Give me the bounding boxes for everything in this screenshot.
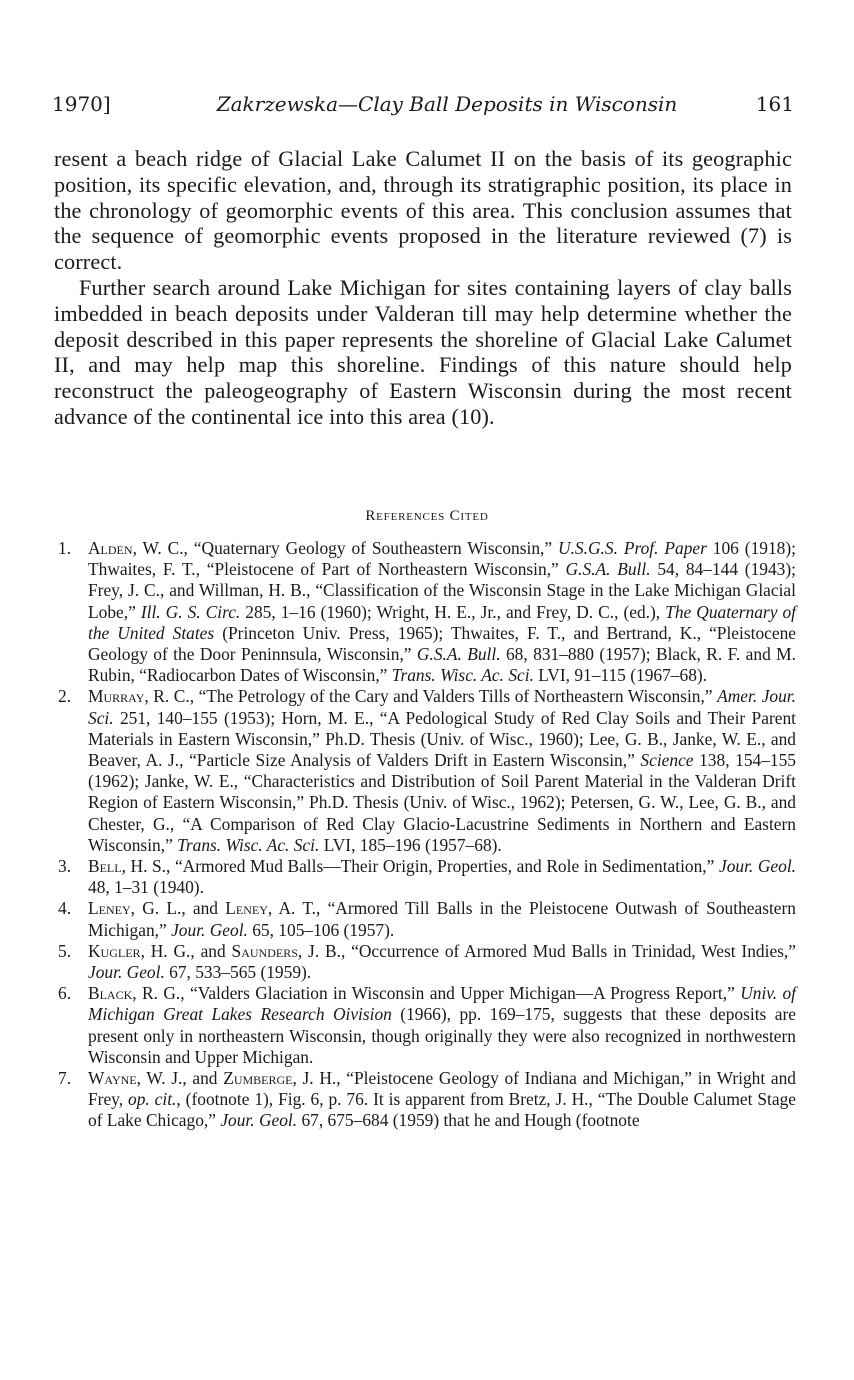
reference-fragment: 106 (1918); Thwaites, F. T., “Pleistocene of Part of Northeastern Wisconsin,” [88,538,796,580]
publication-title: Amer. Jour. Sci. [88,686,796,728]
publication-title: The Quaternary of the United States [88,601,796,643]
reference-fragment: , R. G., “Valders Glaciation in Wisconsin and Upper Michigan—A Progress Report,” [132,983,741,1004]
publication-title: G.S.A. Bull. [416,644,501,665]
author-name: Kugler [88,940,141,961]
reference-fragment: LVI, 91–115 (1967–68). [533,665,708,686]
reference-item [58,538,796,686]
body-text [54,146,792,430]
running-header [52,92,794,116]
author-name: Alden [88,538,133,558]
publication-title: Jour. Geol. [220,1110,298,1131]
reference-number: 1. [58,538,72,558]
author-name: Wayne [88,1068,137,1089]
reference-fragment: 68, 831–880 (1957); Black, R. F. and M. Rubin, “Radiocarbon Dates of Wisconsin,” [88,644,796,686]
publication-title: Jour. Geol. [88,962,165,983]
reference-item [58,983,796,1068]
reference-fragment: , A. T., “Armored Till Balls in the Pleistocene Outwash of Southeastern Michigan,” [88,898,797,940]
reference-text [88,941,796,983]
reference-fragment: 138, 154–155 (1962); Janke, W. E., “Characteristics and Distribution of Soil Parent Material in the Valderan Drift Region of Eastern Wisconsin,” Ph.D. Thesis (Univ. of Wisc., 1962); Petersen, G. W., Lee, G. B., and Chester, G., “A Comparison of Red Clay Glacio-Lacustrine Sediments in Northern and Eastern Wisconsin,” [88,750,797,855]
reference-fragment: , W. J., and [136,1068,224,1089]
reference-fragment: , J. H., “Pleistocene Geology of Indiana and Michigan,” in Wright and Frey, [88,1068,796,1110]
reference-fragment: 65, 105–106 (1957). [247,919,395,940]
reference-fragment: , R. C., “The Petrology of the Cary and Valders Tills of Northeastern Wisconsin,” [144,686,718,707]
references-list [58,538,796,1132]
reference-fragment: , H. G., and [140,940,232,961]
reference-fragment: , G. L., and [130,898,226,919]
reference-text [88,1068,796,1132]
reference-fragment: (Princeton Univ. Press, 1965); Thwaites, F. T., and Bertrand, K., “Pleistocene Geology of the Door Peninnsula, Wisconsin,” [88,622,796,665]
publication-title: Jour. Geol. [718,856,796,877]
publication-title: Ill. G. S. Circ. [140,601,241,622]
reference-number: 4. [58,898,72,919]
reference-fragment: 67, 675–684 (1959) that he and Hough (footnote [297,1110,640,1131]
reference-item [58,856,796,898]
reference-fragment: 54, 84–144 (1943); Frey, J. C., and Willman, H. B., “Classification of the Wisconsin Stage in the Lake Michigan Glacial Lobe,” [88,559,796,622]
reference-fragment: , W. C., “Quaternary Geology of Southeastern Wisconsin,” [132,538,559,558]
reference-number: 5. [58,940,72,961]
reference-text [88,898,796,940]
header-year: 1970] [52,92,111,116]
author-name: Bell [88,856,122,877]
author-name: Saunders [231,940,298,961]
author-name: Leney [225,898,268,919]
publication-title: Jour. Geol. [171,919,248,940]
reference-fragment: (1966), pp. 169–175, suggests that these deposits are present only in northeastern Wisconsin, though originally they were also recognized in northwestern Wisconsin and Upper Michigan. [88,1004,796,1067]
publication-title: Univ. of Michigan Great Lakes Research Oivision [88,983,796,1025]
references-heading: References Cited [365,508,489,524]
paragraph-continued: resent a beach ridge of Glacial Lake Calumet II on the basis of its geographic position, its specific elevation, and, through its stratigraphic position, its place in the chronology of geomorphic events of this area. This conclusion assumes that the sequence of geomorphic events proposed in the literature reviewed (7) is correct. [54,146,792,275]
reference-fragment: 285, 1–16 (1960); Wright, H. E., Jr., and Frey, D. C., (ed.), [240,601,666,622]
author-name: Zumberge [223,1068,293,1089]
paragraph: Further search around Lake Michigan for sites containing layers of clay balls imbedded in beach deposits under Valderan till may help determine whether the deposit described in this paper represents the shoreline of Glacial Lake Calumet II, and may help map this shoreline. Findings of this nature should help reconstruct the paleogeography of Eastern Wisconsin during the most recent advance of the continental ice into this area (10). [54,274,792,429]
reference-text [88,983,796,1068]
reference-item [58,898,796,940]
reference-text [88,856,796,898]
reference-fragment: 48, 1–31 (1940). [88,877,204,898]
reference-fragment: 251, 140–155 (1953); Horn, M. E., “A Pedological Study of Red Clay Soils and Their Parent Materials in Eastern Wisconsin,” Ph.D. Thesis (Univ. of Wisc., 1960); Lee, G. B., Janke, W. E., and Beaver, A. J., “Particle Size Analysis of Valders Drift in Eastern Wisconsin,” [88,707,796,771]
publication-title: G.S.A. Bull. [565,559,651,580]
reference-item [58,686,796,856]
reference-number: 7. [58,1068,72,1089]
reference-number: 2. [58,686,72,707]
reference-number: 3. [58,856,72,877]
reference-fragment: 67, 533–565 (1959). [164,962,312,983]
reference-item [58,941,796,983]
publication-title: op. cit. [128,1089,177,1110]
reference-fragment: , (footnote 1), Fig. 6, p. 76. It is apparent from Bretz, J. H., “The Double Calumet Stage of Lake Chicago,” [88,1089,796,1131]
publication-title: Science [640,750,694,771]
author-name: Murray [88,686,145,707]
author-name: Black [88,983,133,1004]
reference-fragment: LVI, 185–196 (1957–68). [319,834,502,855]
publication-title: Trans. Wisc. Ac. Sci. [177,834,320,855]
reference-item [58,1068,796,1132]
publication-title: U.S.G.S. Prof. Paper [558,538,707,558]
author-name: Leney [88,898,131,919]
reference-text [88,686,796,856]
publication-title: Trans. Wisc. Ac. Sci. [391,665,534,686]
reference-number: 6. [58,983,72,1004]
header-running-title: Zakrzewska—Clay Ball Deposits in Wisconsin [216,92,678,116]
page-number: 161 [755,92,794,116]
reference-fragment: , J. B., “Occurrence of Armored Mud Balls in Trinidad, West Indies,” [297,940,796,961]
reference-text [88,538,796,686]
reference-fragment: , H. S., “Armored Mud Balls—Their Origin, Properties, and Role in Sedimentation,” [121,856,719,877]
